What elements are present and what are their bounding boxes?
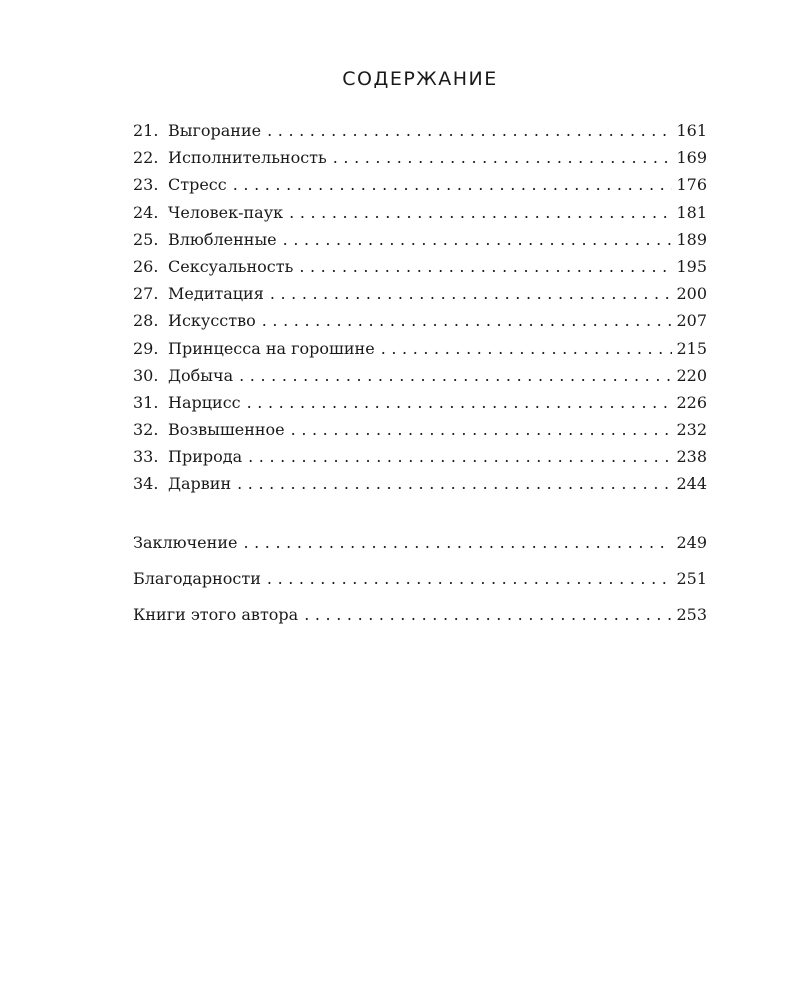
chapter-number: 23. xyxy=(133,175,159,195)
toc-entry xyxy=(133,525,707,561)
chapter-title: Человек-паук xyxy=(168,202,284,222)
leader-dots xyxy=(267,561,673,597)
page-number: 200 xyxy=(676,284,707,304)
chapter-number: 31. xyxy=(133,392,159,412)
toc-entry xyxy=(133,226,707,253)
chapter-number: 34. xyxy=(133,474,159,494)
toc-entry xyxy=(133,335,707,362)
page-number: 195 xyxy=(676,256,707,276)
page-number: 189 xyxy=(676,229,707,249)
page-number: 251 xyxy=(676,569,707,588)
toc-entry xyxy=(133,171,707,198)
toc-entry xyxy=(133,470,707,497)
leader-dots xyxy=(304,597,672,633)
page-number: 207 xyxy=(676,311,707,331)
page-number: 238 xyxy=(676,447,707,467)
chapter-title: Возвышенное xyxy=(168,420,285,440)
leader-dots xyxy=(239,362,672,389)
toc-entry xyxy=(133,199,707,226)
toc-entry xyxy=(133,280,707,307)
chapter-number: 27. xyxy=(133,284,159,304)
chapter-title: Сексуальность xyxy=(168,256,294,276)
section-title: Заключение xyxy=(133,533,238,552)
section-title: Книги этого автора xyxy=(133,605,299,624)
leader-dots xyxy=(262,307,673,334)
chapter-number: 21. xyxy=(133,121,159,140)
chapter-number: 26. xyxy=(133,256,159,276)
chapter-title: Нарцисс xyxy=(168,392,241,412)
chapter-number: 32. xyxy=(133,420,159,440)
leader-dots xyxy=(283,226,673,253)
section-title: Благодарности xyxy=(133,569,261,588)
leader-dots xyxy=(247,389,673,416)
chapter-number: 28. xyxy=(133,311,159,331)
page-number: 220 xyxy=(676,365,707,385)
leader-dots xyxy=(267,117,672,144)
page-number: 181 xyxy=(676,202,707,222)
leader-dots xyxy=(381,335,673,362)
page-number: 161 xyxy=(676,121,707,140)
chapter-number: 24. xyxy=(133,202,159,222)
leader-dots xyxy=(291,416,673,443)
page-number: 244 xyxy=(676,474,707,494)
page-number: 176 xyxy=(676,175,707,195)
chapter-list xyxy=(133,117,707,498)
chapter-title: Исполнительность xyxy=(168,148,327,168)
toc-entry xyxy=(133,443,707,470)
chapter-title: Добыча xyxy=(168,365,234,385)
chapter-title: Влюбленные xyxy=(168,229,277,249)
page-number: 226 xyxy=(676,392,707,412)
chapter-title: Стресс xyxy=(168,175,227,195)
toc-entry xyxy=(133,362,707,389)
leader-dots xyxy=(248,443,672,470)
chapter-title: Медитация xyxy=(168,284,264,304)
leader-dots xyxy=(270,280,673,307)
leader-dots xyxy=(299,253,672,280)
toc-entry xyxy=(133,144,707,171)
leader-dots xyxy=(243,525,672,561)
chapter-title: Выгорание xyxy=(168,121,262,140)
chapter-number: 29. xyxy=(133,338,159,358)
page-title: СОДЕРЖАНИЕ xyxy=(342,68,498,90)
toc-entry xyxy=(133,307,707,334)
toc-entry xyxy=(133,561,707,597)
chapter-title: Искусство xyxy=(168,311,256,331)
page-number: 169 xyxy=(676,148,707,168)
chapter-title: Принцесса на горошине xyxy=(168,338,375,358)
page-number: 249 xyxy=(676,533,707,552)
chapter-number: 30. xyxy=(133,365,159,385)
page-number: 253 xyxy=(676,605,707,624)
leader-dots xyxy=(237,470,672,497)
toc-entry xyxy=(133,597,707,633)
chapter-title: Природа xyxy=(168,447,243,467)
chapter-title: Дарвин xyxy=(168,474,232,494)
toc-entry xyxy=(133,253,707,280)
back-matter-list xyxy=(133,525,707,633)
leader-dots xyxy=(289,199,672,226)
toc-entry xyxy=(133,389,707,416)
page-number: 215 xyxy=(676,338,707,358)
toc-entry xyxy=(133,117,707,144)
toc-entry xyxy=(133,416,707,443)
leader-dots xyxy=(333,144,673,171)
chapter-number: 22. xyxy=(133,148,159,168)
chapter-number: 25. xyxy=(133,229,159,249)
chapter-number: 33. xyxy=(133,447,159,467)
page-number: 232 xyxy=(676,420,707,440)
leader-dots xyxy=(233,171,673,198)
